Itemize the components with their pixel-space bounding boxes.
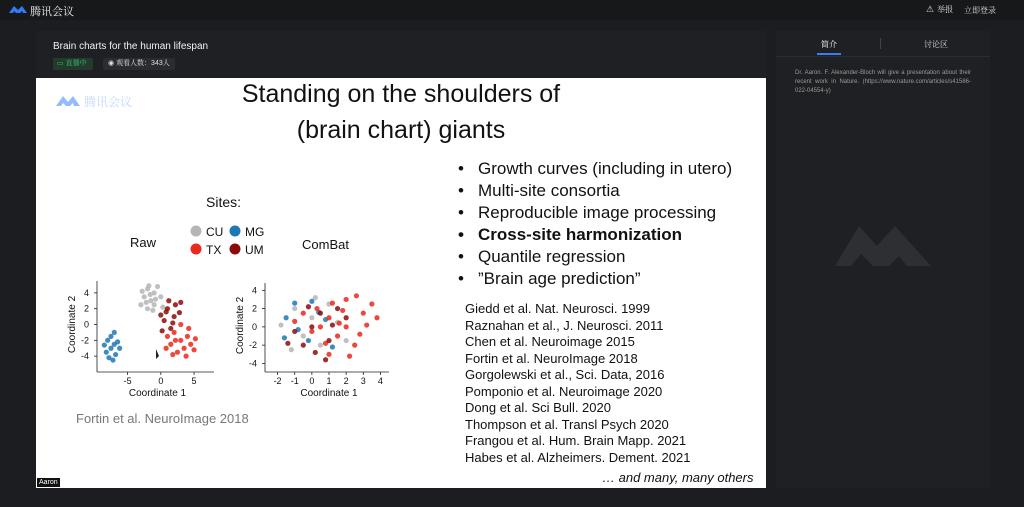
scatter-point-um xyxy=(158,312,163,317)
scatter-point-tx xyxy=(344,297,349,302)
combat-scatter-plot xyxy=(235,283,389,399)
bullet-item xyxy=(458,268,732,290)
bullet-item xyxy=(458,224,732,246)
scatter-point-tx xyxy=(369,301,374,306)
scatter-point-tx xyxy=(181,346,186,351)
bullet-item xyxy=(458,202,732,224)
y-tick-label: 0 xyxy=(83,319,89,330)
bullet-text: Cross-site harmonization xyxy=(478,225,683,244)
scatter-point-um xyxy=(326,338,331,343)
scatter-point-tx xyxy=(172,330,177,335)
scatter-point-tx xyxy=(354,293,359,298)
scatter-point-tx xyxy=(292,319,297,324)
scatter-point-tx xyxy=(364,322,369,327)
scatter-point-um xyxy=(309,324,314,329)
scatter-point-mg xyxy=(282,335,287,340)
x-tick-label: 3 xyxy=(360,376,366,386)
scatter-point-cu xyxy=(289,347,294,352)
x-axis-label: Coordinate 1 xyxy=(128,388,187,399)
reference-item: Pomponio et al. Neuroimage 2020 xyxy=(465,383,663,399)
bullet-item xyxy=(458,158,732,180)
scatter-point-cu xyxy=(292,306,297,311)
bullet-item xyxy=(458,246,732,268)
legend-marker-um xyxy=(230,244,241,255)
tab-discussion[interactable]: 讨论区 xyxy=(924,40,948,49)
scatter-point-tx xyxy=(178,338,183,343)
scatter-point-um xyxy=(172,314,177,319)
scatter-point-mg xyxy=(330,344,335,349)
scatter-point-cu xyxy=(138,302,143,307)
scatter-point-tx xyxy=(335,333,340,338)
scatter-point-tx xyxy=(309,329,314,334)
scatter-point-um xyxy=(178,300,183,305)
scatter-point-tx xyxy=(186,326,191,331)
scatter-point-cu xyxy=(278,322,283,327)
presentation-slide[interactable] xyxy=(36,78,766,488)
scatter-point-um xyxy=(292,329,297,334)
y-tick-label: -4 xyxy=(80,351,89,362)
scatter-point-mg xyxy=(117,346,122,351)
bullet-text: Multi-site consortia xyxy=(478,181,620,200)
live-status-badge xyxy=(53,58,93,70)
scatter-point-tx xyxy=(361,311,366,316)
meeting-description: Dr. Aaron. F. Alexander-Bloch will give a presentation about their recent work in Nature. (https://www.nature.com/articles/s41586-022-04554-y) xyxy=(795,70,971,94)
raw-plot-title: Raw xyxy=(130,235,157,250)
reference-item: Habes et al. Alzheimers. Dement. 2021 xyxy=(465,449,691,465)
scatter-point-cu xyxy=(148,292,153,297)
scatter-point-tx xyxy=(326,315,331,320)
scatter-point-cu xyxy=(344,338,349,343)
reference-item: Fortin et al. NeuroImage 2018 xyxy=(465,350,638,366)
scatter-point-tx xyxy=(347,354,352,359)
scatter-point-um xyxy=(285,341,290,346)
reference-item: Gorgolewski et al., Sci. Data, 2016 xyxy=(465,367,665,382)
speaker-name-tag: Aaron xyxy=(39,479,58,486)
scatter-point-um xyxy=(170,320,175,325)
legend-label-cu: CU xyxy=(206,225,224,239)
scatter-point-mg xyxy=(104,350,109,355)
legend-marker-cu xyxy=(191,226,202,237)
scatter-point-mg xyxy=(309,299,314,304)
scatter-point-tx xyxy=(301,311,306,316)
scatter-point-mg xyxy=(115,339,120,344)
combat-plot-title: ComBat xyxy=(302,237,349,252)
scatter-point-um xyxy=(164,309,169,314)
eye-icon: ◉ xyxy=(108,60,115,67)
y-tick-label: 2 xyxy=(251,303,257,314)
side-panel-tabs xyxy=(776,31,990,57)
scatter-point-cu xyxy=(152,302,157,307)
tab-divider xyxy=(880,38,881,49)
scatter-point-tx xyxy=(164,346,169,351)
scatter-point-cu xyxy=(148,298,153,303)
scatter-point-tx xyxy=(314,306,319,311)
bullet-text: Reproducible image processing xyxy=(478,203,717,222)
scatter-point-mg xyxy=(110,357,115,362)
scatter-point-um xyxy=(160,328,165,333)
scatter-point-tx xyxy=(188,342,193,347)
scatter-point-um xyxy=(177,310,182,315)
scatter-point-cu xyxy=(155,284,160,289)
video-icon: ▭ xyxy=(57,60,64,67)
scatter-point-tx xyxy=(330,301,335,306)
reference-item: Raznahan et al., J. Neurosci. 2011 xyxy=(465,317,664,333)
x-tick-label: 0 xyxy=(158,376,164,386)
scatter-point-um xyxy=(330,322,335,327)
scatter-point-cu xyxy=(140,289,145,294)
scatter-point-cu xyxy=(144,300,149,305)
reference-item: Giedd et al. Nat. Neurosci. 1999 xyxy=(465,301,650,316)
scatter-point-mg xyxy=(306,338,311,343)
scatter-point-tx xyxy=(193,336,198,341)
raw-scatter-plot xyxy=(67,281,214,399)
scatter-point-cu xyxy=(318,343,323,348)
slide-title-line1: Standing on the shoulders of xyxy=(241,80,561,108)
bullet-list xyxy=(458,158,732,290)
y-axis-label: Coordinate 2 xyxy=(67,295,78,354)
reference-item: Chen et al. Neuroimage 2015 xyxy=(465,334,635,349)
report-label: 举报 xyxy=(937,5,954,14)
legend-label-um: UM xyxy=(245,243,264,257)
y-tick-label: 4 xyxy=(83,287,89,298)
scatter-point-cu xyxy=(142,294,147,299)
scatter-point-tx xyxy=(178,322,183,327)
legend-label-mg: MG xyxy=(245,225,265,239)
meeting-title: Brain charts for the human lifespan xyxy=(53,41,209,52)
legend-marker-tx xyxy=(191,244,202,255)
scatter-point-cu xyxy=(158,294,163,299)
site-legend xyxy=(191,225,265,257)
scatter-point-mg xyxy=(112,330,117,335)
y-tick-label: -2 xyxy=(80,335,89,346)
scatter-point-cu xyxy=(301,333,306,338)
scatter-point-um xyxy=(301,343,306,348)
viewer-count-badge xyxy=(103,58,175,70)
x-tick-label: -5 xyxy=(123,376,132,386)
scatter-point-um xyxy=(306,304,311,309)
scatter-point-mg xyxy=(108,346,113,351)
slide-title-line2: (brain chart) giants xyxy=(296,116,506,144)
scatter-point-tx xyxy=(344,324,349,329)
scatter-point-tx xyxy=(352,343,357,348)
scatter-point-um xyxy=(313,350,318,355)
legend-marker-mg xyxy=(230,226,241,237)
y-tick-label: 0 xyxy=(251,321,257,332)
scatter-point-um xyxy=(344,315,349,320)
warning-icon: ⚠ xyxy=(926,4,935,14)
reference-list xyxy=(465,301,690,466)
x-tick-label: 1 xyxy=(326,376,332,386)
scatter-point-mg xyxy=(113,352,118,357)
scatter-point-um xyxy=(318,311,323,316)
y-tick-label: 4 xyxy=(251,285,257,296)
x-tick-label: 5 xyxy=(191,376,197,386)
scatter-point-mg xyxy=(102,342,107,347)
active-tab-indicator xyxy=(817,53,841,55)
y-tick-label: 2 xyxy=(83,303,89,314)
scatter-point-tx xyxy=(183,354,188,359)
scatter-point-cu xyxy=(160,305,165,310)
legend-label-tx: TX xyxy=(206,243,222,257)
watermark-text: 腾讯会议 xyxy=(84,95,133,109)
bullet-item xyxy=(458,180,732,202)
login-button[interactable]: 立即登录 xyxy=(964,6,996,15)
scatter-point-tx xyxy=(326,352,331,357)
scatter-point-um xyxy=(166,298,171,303)
live-label: 直播中 xyxy=(65,60,87,67)
y-tick-label: -4 xyxy=(248,358,257,369)
scatter-point-um xyxy=(335,306,340,311)
scatter-point-tx xyxy=(170,352,175,357)
x-axis-label: Coordinate 1 xyxy=(300,388,358,399)
mouse-cursor-icon xyxy=(156,349,159,359)
x-tick-label: -2 xyxy=(273,376,282,386)
scatter-point-tx xyxy=(168,342,173,347)
meeting-header xyxy=(36,31,766,78)
title-bar xyxy=(0,0,1024,20)
scatter-point-tx xyxy=(357,332,362,337)
scatter-point-cu xyxy=(150,308,155,313)
tab-intro[interactable]: 简介 xyxy=(821,40,837,49)
legend-title: Sites: xyxy=(206,194,242,210)
scatter-point-tx xyxy=(337,321,342,326)
scatter-point-tx xyxy=(318,324,323,329)
scatter-point-tx xyxy=(340,308,345,313)
scatter-point-cu xyxy=(309,315,314,320)
y-tick-label: -2 xyxy=(248,340,257,351)
scatter-point-cu xyxy=(146,283,151,288)
x-tick-label: 4 xyxy=(377,376,383,386)
viewer-count-label: 观看人数：343人 xyxy=(116,60,170,67)
scatter-point-um xyxy=(168,326,173,331)
bullet-text: ”Brain age prediction” xyxy=(478,269,641,288)
scatter-figure xyxy=(36,78,456,428)
x-tick-label: -1 xyxy=(290,376,299,386)
bullet-text: Quantile regression xyxy=(478,247,626,266)
bullet-text: Growth curves (including in utero) xyxy=(478,159,733,178)
scatter-point-cu xyxy=(145,306,150,311)
x-tick-label: 0 xyxy=(309,376,315,386)
more-references-note: … and many, many others xyxy=(602,470,754,485)
scatter-point-um xyxy=(162,318,167,323)
figure-caption: Fortin et al. NeuroImage 2018 xyxy=(76,411,249,426)
scatter-point-cu xyxy=(153,297,158,302)
app-title: 腾讯会议 xyxy=(30,6,74,18)
scatter-point-tx xyxy=(191,347,196,352)
scatter-point-tx xyxy=(175,350,180,355)
scatter-point-mg xyxy=(292,301,297,306)
scatter-point-tx xyxy=(185,334,190,339)
scatter-point-um xyxy=(173,302,178,307)
scatter-point-mg xyxy=(284,315,289,320)
scatter-point-tx xyxy=(173,338,178,343)
scatter-point-um xyxy=(323,357,328,362)
scatter-point-tx xyxy=(374,315,379,320)
scatter-point-mg xyxy=(108,334,113,339)
reference-item: Dong et al. Sci Bull. 2020 xyxy=(465,400,611,415)
scatter-point-mg xyxy=(105,338,110,343)
reference-item: Frangou et al. Hum. Brain Mapp. 2021 xyxy=(465,433,687,448)
tencent-meeting-placeholder-icon xyxy=(833,212,933,272)
tencent-meeting-logo-icon xyxy=(8,4,28,15)
reference-item: Thompson et al. Transl Psych 2020 xyxy=(465,416,669,432)
x-tick-label: 2 xyxy=(343,376,349,386)
scatter-point-tx xyxy=(165,334,170,339)
report-button[interactable] xyxy=(926,4,953,15)
y-axis-label: Coordinate 2 xyxy=(235,296,246,355)
